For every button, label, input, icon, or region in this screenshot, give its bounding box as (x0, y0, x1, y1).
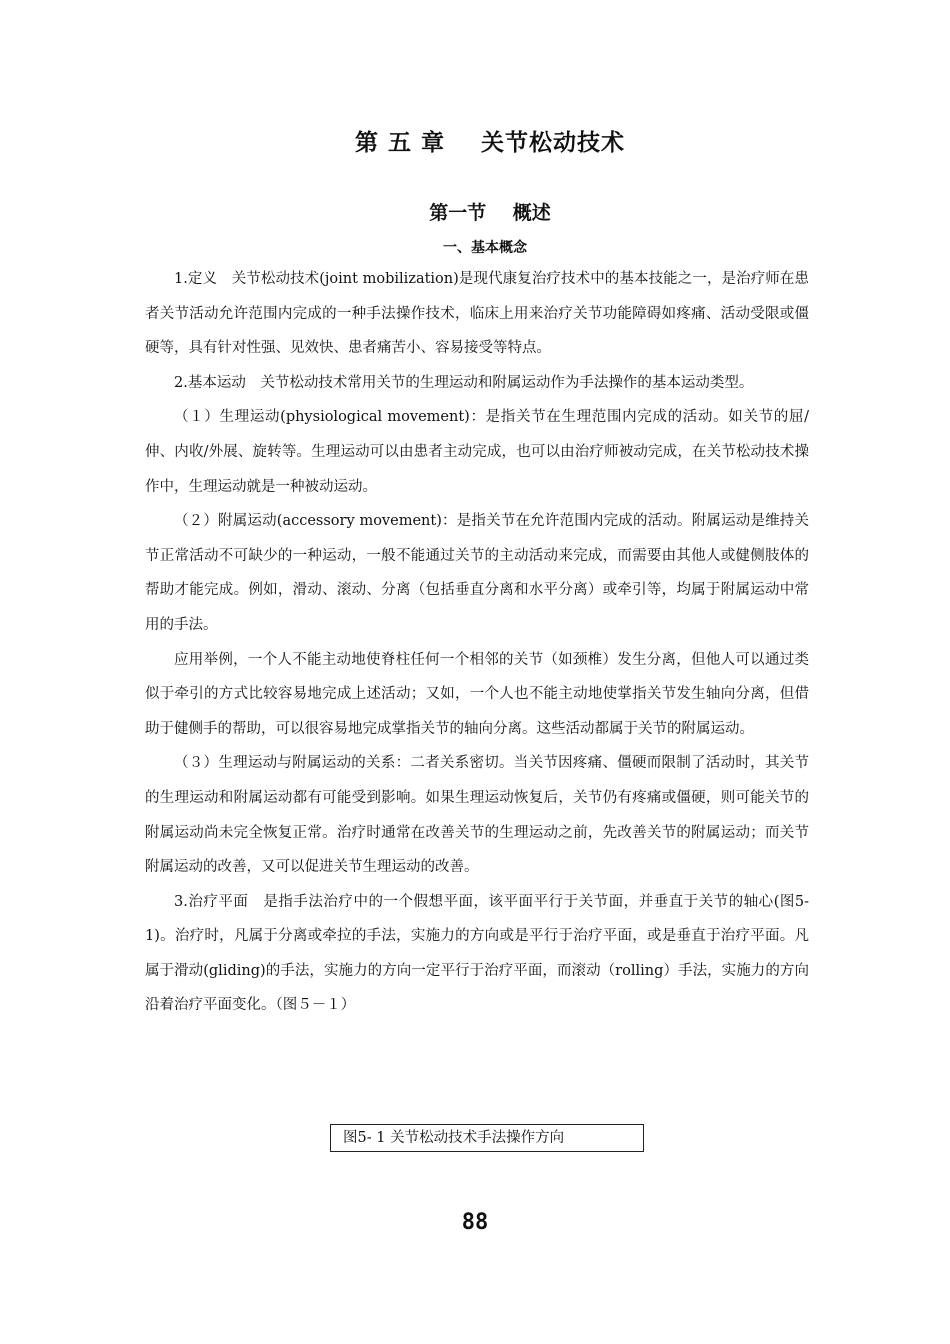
body-text (145, 262, 809, 1023)
paragraph-physiological-movement: （１）生理运动(physiological movement)：是指关节在生理范围内完成的活动。如关节的屈/伸、内收/外展、旋转等。生理运动可以由患者主动完成，也可以由治疗师被动完成，在关节松动技术操作中，生理运动就是一种被动运动。 (145, 409, 809, 495)
page-number: 88 (461, 1210, 489, 1235)
figure-caption: 图5- 1 关节松动技术手法操作方向 (330, 1124, 644, 1152)
section-title: 第一节 概述 (429, 202, 551, 224)
paragraph-treatment-plane: 3.治疗平面 是指手法治疗中的一个假想平面，该平面平行于关节面，并垂直于关节的轴心(图5-1)。治疗时，凡属于分离或牵拉的手法，实施力的方向或是平行于治疗平面，或是垂直于治疗平面。凡属于滑动(gliding)的手法，实施力的方向一定平行于治疗平面，而滚动（rolling）手法，实施力的方向沿着治疗平面变化。（图５－１） (145, 893, 809, 1014)
paragraph-basic-movement: 2.基本运动 关节松动技术常用关节的生理运动和附属运动作为手法操作的基本运动类型。 (174, 374, 754, 391)
paragraph-accessory-movement: （２）附属运动(accessory movement)：是指关节在允许范围内完成的活动。附属运动是维持关节正常活动不可缺少的一种运动，一般不能通过关节的主动活动来完成，而需要由其他人或健侧肢体的帮助才能完成。例如，滑动、滚动、分离（包括垂直分离和水平分离）或牵引等，均属于附属运动中常用的手法。 (145, 513, 809, 633)
paragraph-example: 应用举例，一个人不能主动地使脊柱任何一个相邻的关节（如颈椎）发生分离，但他人可以通过类似于牵引的方式比较容易地完成上述活动；又如，一个人也不能主动地使掌指关节发生轴向分离，但借助于健侧手的帮助，可以很容易地完成掌指关节的轴向分离。这些活动都属于关节的附属运动。 (145, 651, 809, 737)
paragraph-definition: 1.定义 关节松动技术(joint mobilization)是现代康复治疗技术中的基本技能之一，是治疗师在患者关节活动允许范围内完成的一种手法操作技术，临床上用来治疗关节功能障碍如疼痛、活动受限或僵硬等，具有针对性强、见效快、患者痛苦小、容易接受等特点。 (145, 271, 809, 357)
paragraph-relationship: （３）生理运动与附属运动的关系：二者关系密切。当关节因疼痛、僵硬而限制了活动时，其关节的生理运动和附属运动都有可能受到影响。如果生理运动恢复后，关节仍有疼痛或僵硬，则可能关节的附属运动尚未完全恢复正常。治疗时通常在改善关节的生理运动之前，先改善关节的附属运动；而关节附属运动的改善，又可以促进关节生理运动的改善。 (145, 755, 809, 876)
chapter-title: 第 五 章 关节松动技术 (354, 130, 626, 156)
subsection-title: 一、基本概念 (443, 240, 527, 256)
